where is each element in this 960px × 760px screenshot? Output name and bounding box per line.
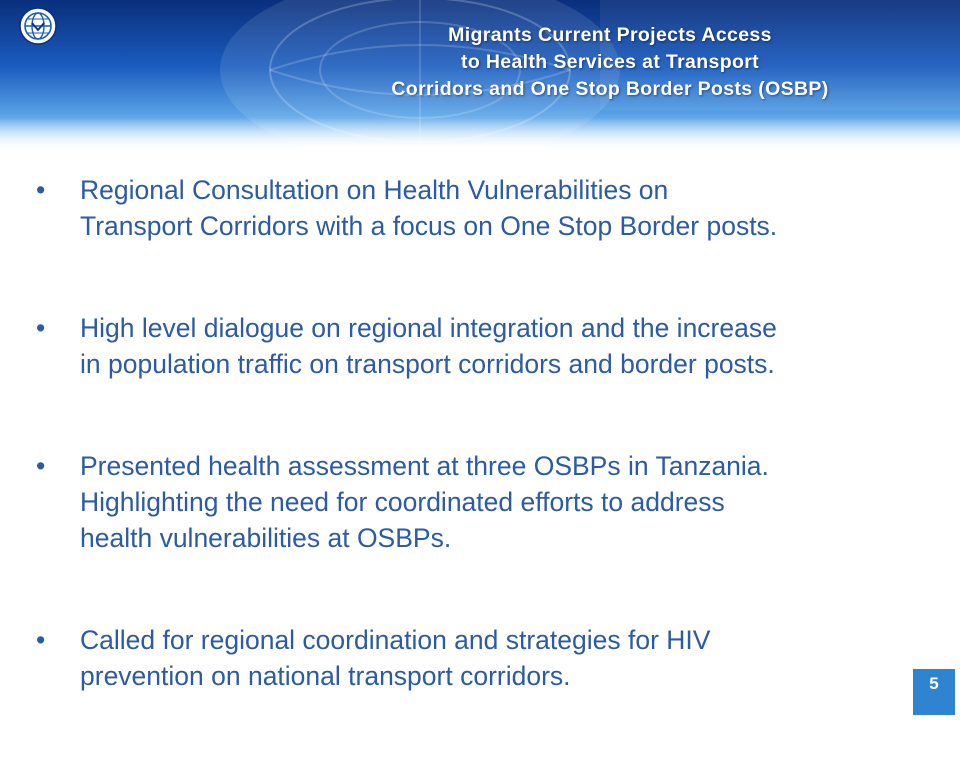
bullet-dot: • (36, 625, 46, 655)
bullet-dot: • (36, 451, 46, 481)
bullet-text-line: Regional Consultation on Health Vulnerabilities on (80, 175, 669, 205)
bullet-list (36, 172, 936, 760)
header-fade (0, 118, 960, 148)
title-line: Corridors and One Stop Border Posts (OSBP) (391, 78, 829, 100)
bullet-text-line: Highlighting the need for coordinated efforts to address (80, 487, 725, 517)
bullet-item (36, 622, 936, 694)
bullet-item (36, 172, 936, 244)
bullet-text-line: Presented health assessment at three OSBPs in Tanzania. (80, 451, 769, 481)
bullet-text-line: health vulnerabilities at OSBPs. (80, 523, 452, 553)
page-number-badge: 5 (913, 669, 955, 715)
bullet-item (36, 310, 936, 382)
header-banner (0, 0, 960, 148)
iom-globe-logo-icon (18, 6, 58, 46)
bullet-dot: • (36, 313, 46, 343)
bullet-dot: • (36, 175, 46, 205)
slide-title (300, 22, 920, 103)
title-line: to Health Services at Transport (460, 51, 760, 73)
bullet-text-line: Called for regional coordination and strategies for HIV (80, 625, 711, 655)
bullet-item (36, 448, 936, 556)
bullet-text-line: in population traffic on transport corridors and border posts. (80, 349, 775, 379)
bullet-text-line: Transport Corridors with a focus on One Stop Border posts. (80, 211, 778, 241)
bullet-text-line: prevention on national transport corridors. (80, 661, 571, 691)
title-line: Migrants Current Projects Access (448, 24, 772, 46)
bullet-text-line: High level dialogue on regional integration and the increase (80, 313, 777, 343)
